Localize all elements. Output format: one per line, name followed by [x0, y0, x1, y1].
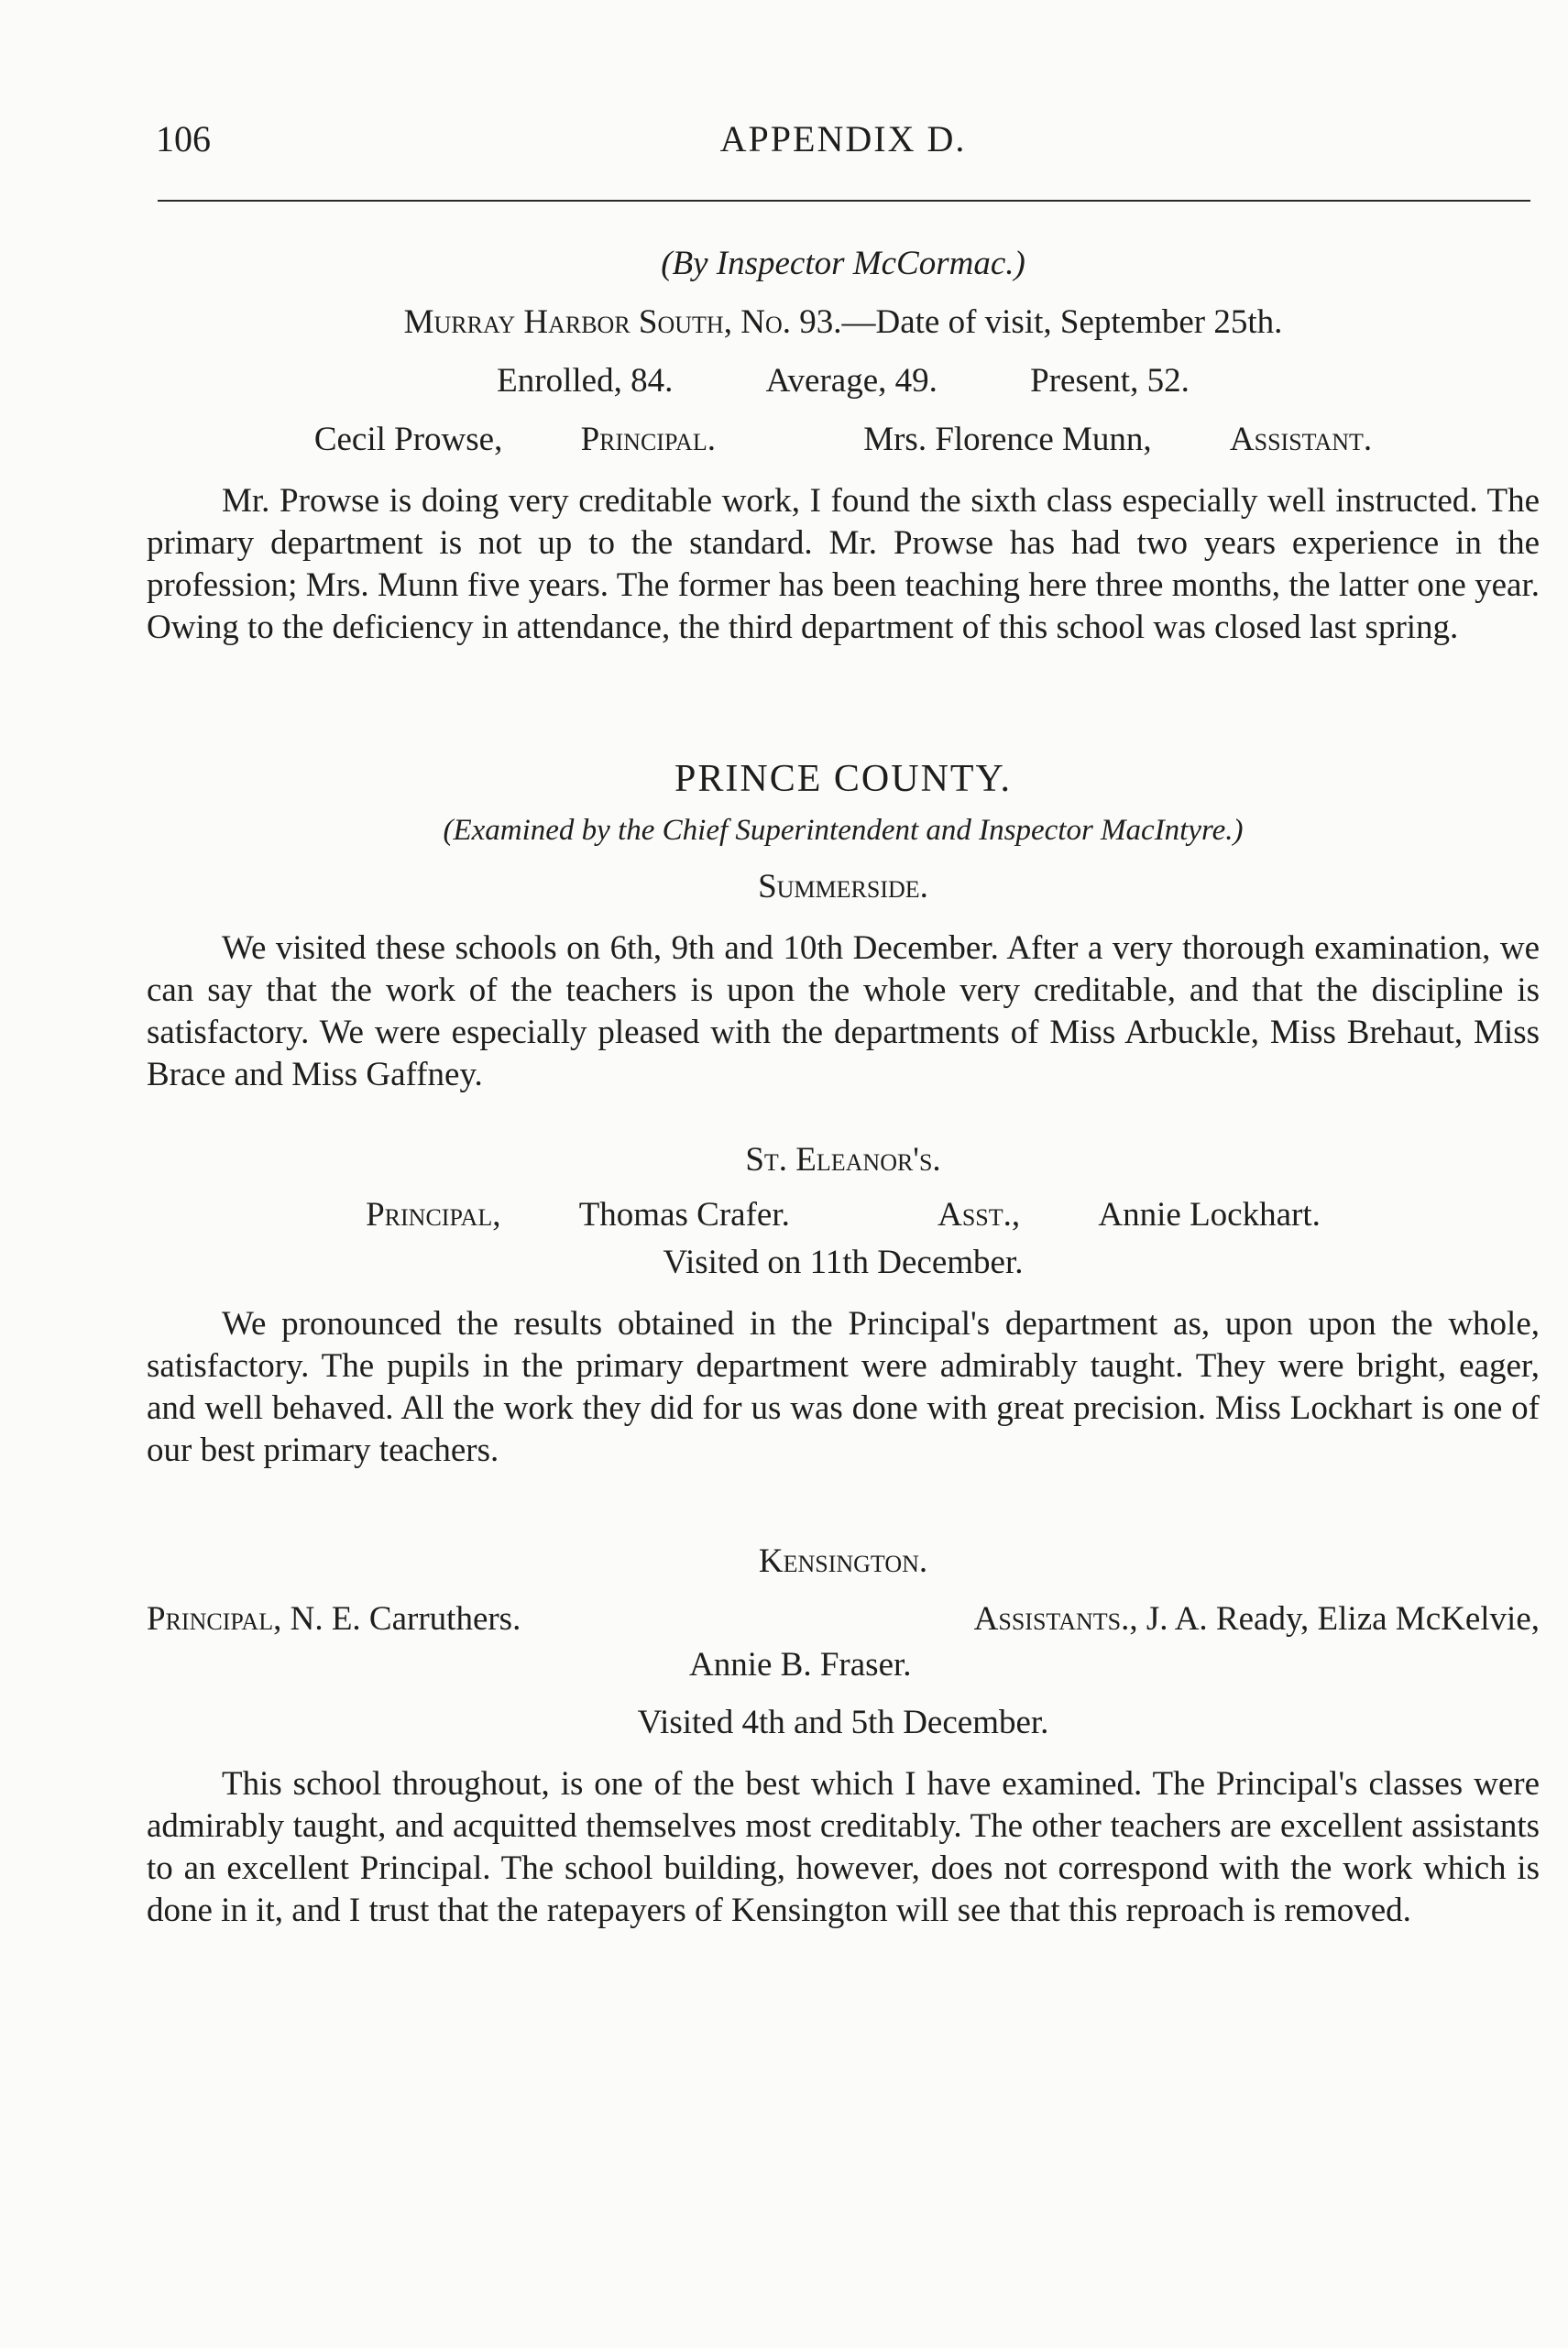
murray-harbor-report: Mr. Prowse is doing very creditable work, I found the sixth class especially well instructed. The primary department is not up to the standard. Mr. Prowse has had two years experience in the profession; Mrs. Munn five years. The former has been teaching here three months, the latter one year. Owing to the deficiency in attendance, the third department of this school was closed last spring.: [147, 482, 1540, 646]
school-number: No. 93.: [740, 303, 842, 341]
attendance-row: [147, 357, 1540, 405]
summerside-report: We visited these schools on 6th, 9th and 10th December. After a very thorough examination, we can say that the work of the teachers is upon the whole very creditable, and that the discipline is satisfactory. We were especially pleased with the departments of Miss Arbuckle, Miss Brehaut, Miss Brace and Miss Gaffney.: [147, 929, 1540, 1093]
kensington-heading: Kensington.: [758, 1542, 928, 1580]
visit-date: —Date of visit, September 25th.: [841, 303, 1283, 341]
kensington-staff: [147, 1596, 1540, 1688]
page-header: [156, 117, 1530, 172]
enrolled-count: Enrolled, 84.: [497, 362, 674, 400]
page-number: 106: [156, 118, 211, 159]
principal-title: Principal.: [580, 421, 716, 458]
staff-row: [147, 416, 1540, 464]
st-eleanors-report: We pronounced the results obtained in the Principal's department as, upon upon the whole, satisfactory. The pupils in the primary department were admirably taught. They were bright, eager, and well behaved. All the work they did for us was done with great precision. Miss Lockhart is one of our best primary teachers.: [147, 1305, 1540, 1469]
assistant-entry: [828, 416, 1407, 464]
assistants-names: J. A. Ready, Eliza McKelvie,: [1146, 1600, 1540, 1638]
st-eleanors-principal: [331, 1191, 825, 1239]
principal-name: Cecil Prowse,: [313, 421, 503, 458]
principal-name: N. E. Carruthers.: [290, 1600, 521, 1638]
principal-entry: [280, 416, 751, 464]
kensington-assistants-continued: Annie B. Fraser.: [689, 1646, 912, 1684]
county-heading: PRINCE COUNTY.: [674, 758, 1012, 800]
kensington-report: This school throughout, is one of the best which I have examined. The Principal's classes were admirably taught, and acquitted themselves most creditably. The other teachers are excellent assistants to an excellent Principal. The school building, however, does not correspond with the work which is done in it, and I trust that the ratepayers of Kensington will see that this reproach is removed.: [147, 1765, 1540, 1929]
inspector-byline: (By Inspector McCormac.): [661, 245, 1025, 282]
kensington-assistants: [974, 1596, 1540, 1642]
st-eleanors-assistant: [903, 1191, 1355, 1239]
kensington-visit-date: Visited 4th and 5th December.: [637, 1704, 1049, 1741]
principal-title: Principal,: [366, 1196, 501, 1234]
running-title: APPENDIX D.: [719, 118, 967, 159]
st-eleanors-staff: [147, 1191, 1540, 1239]
examiners-line: (Examined by the Chief Superintendent and Inspector MacIntyre.): [443, 814, 1244, 847]
page-content: [147, 240, 1540, 1932]
assistants-title: Assistants.,: [973, 1600, 1138, 1638]
school-heading-murray-harbor: [147, 299, 1540, 346]
header-rule: [158, 200, 1530, 202]
assistant-name: Annie Lockhart.: [1098, 1196, 1321, 1234]
principal-name: Thomas Crafer.: [578, 1196, 790, 1234]
assistant-title: Asst.,: [938, 1196, 1021, 1234]
present-count: Present, 52.: [1030, 362, 1190, 400]
assistant-title: Assistant.: [1229, 421, 1373, 458]
school-name: Murray Harbor South,: [403, 303, 732, 341]
st-eleanors-visit-date: Visited on 11th December.: [663, 1244, 1024, 1281]
summerside-heading: Summerside.: [758, 868, 928, 905]
principal-title: Principal,: [147, 1600, 282, 1638]
assistant-name: Mrs. Florence Munn,: [863, 421, 1152, 458]
st-eleanors-heading: St. Eleanor's.: [745, 1141, 941, 1179]
kensington-principal: [147, 1596, 521, 1642]
average-count: Average, 49.: [765, 362, 938, 400]
